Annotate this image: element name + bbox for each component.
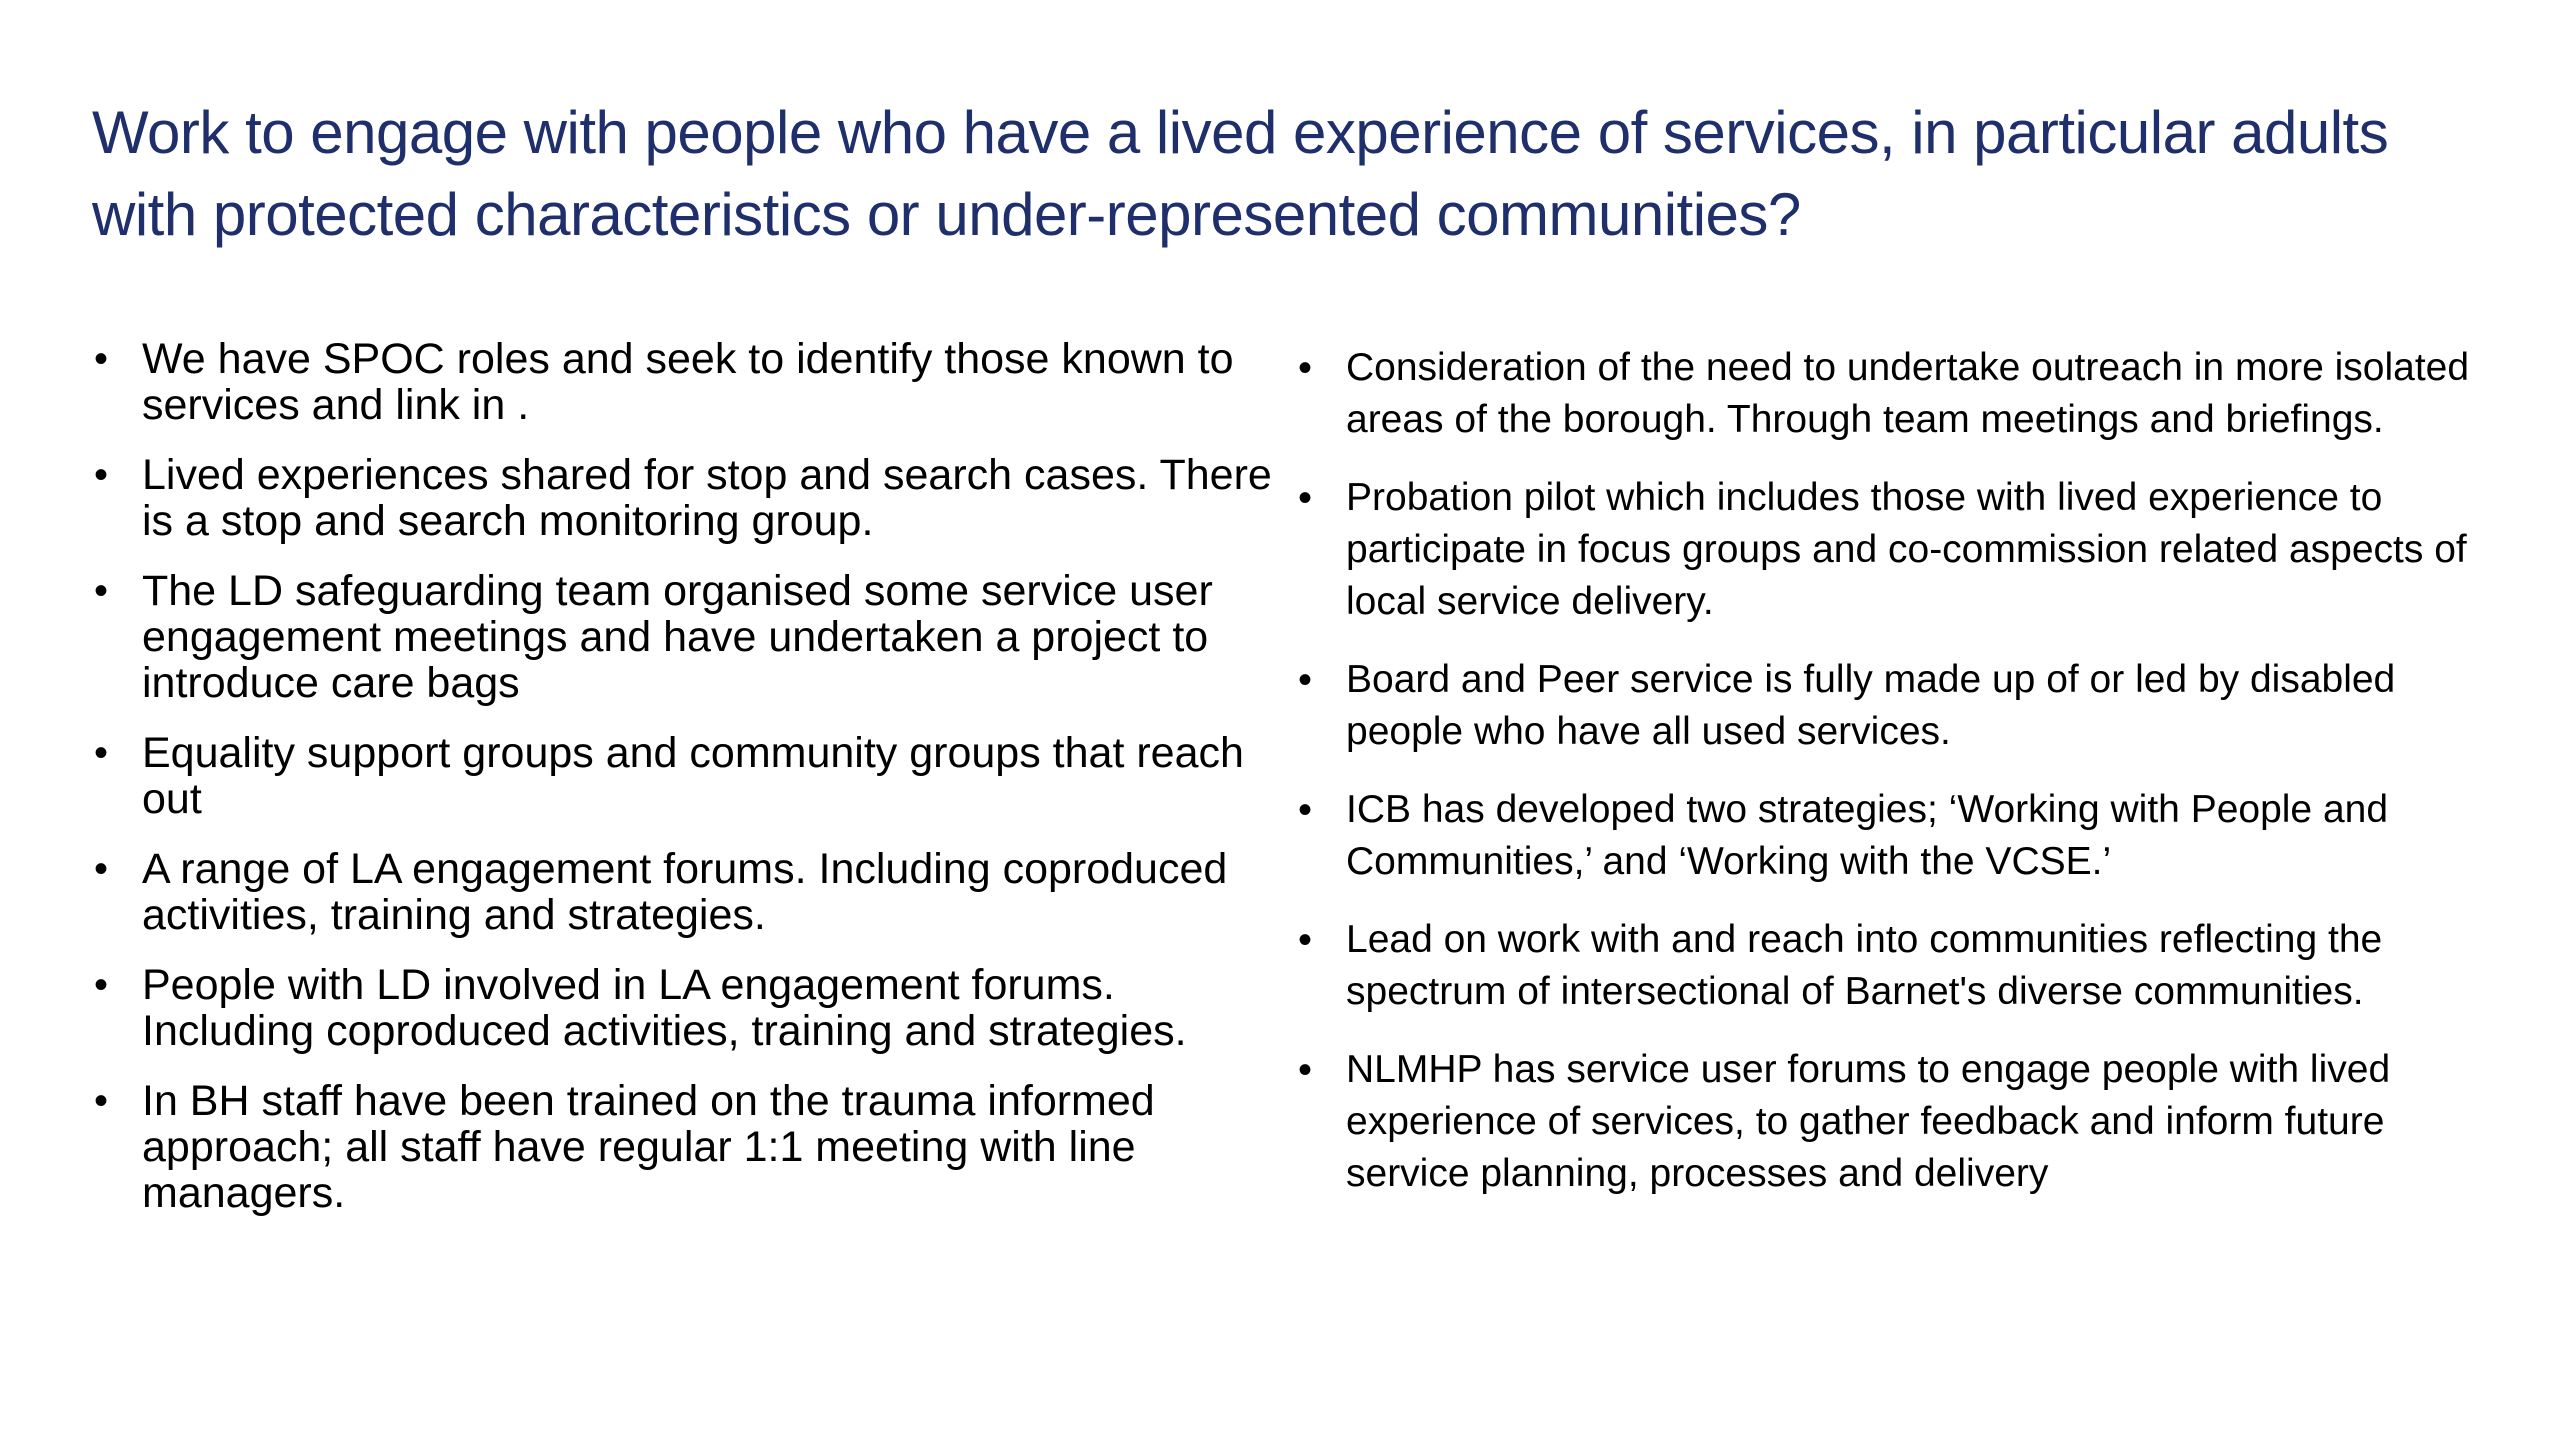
right-bullet-list bbox=[1296, 342, 2476, 1226]
left-bullet-text: • People with LD involved in LA engagement forums. Including coproduced activities, training and strategies. bbox=[142, 961, 1187, 1055]
left-bullet-text: • A range of LA engagement forums. Including coproduced activities, training and strategies. bbox=[142, 845, 1228, 939]
right-bullet-text: • NLMHP has service user forums to engage people with lived experience of services, to gather feedback and inform future service planning, processes and delivery bbox=[1346, 1048, 2391, 1195]
right-bullet-item bbox=[1296, 914, 2476, 1018]
right-bullet-text: • Consideration of the need to undertake outreach in more isolated areas of the borough. Through team meetings and briefings. bbox=[1346, 346, 2470, 441]
right-bullet-item bbox=[1296, 342, 2476, 446]
left-bullet-item bbox=[92, 452, 1272, 544]
right-bullet-item bbox=[1296, 654, 2476, 758]
right-bullet-item bbox=[1296, 1044, 2476, 1200]
left-bullet-text: • Lived experiences shared for stop and search cases. There is a stop and search monitoring group. bbox=[142, 451, 1272, 545]
left-bullet-item bbox=[92, 730, 1272, 822]
right-bullet-text: • Probation pilot which includes those with lived experience to participate in focus groups and co-commission related aspects of local service delivery. bbox=[1346, 476, 2467, 623]
right-bullet-item bbox=[1296, 784, 2476, 888]
left-bullet-item bbox=[92, 1078, 1272, 1216]
left-bullet-item bbox=[92, 568, 1272, 706]
left-bullet-text: • Equality support groups and community groups that reach out bbox=[142, 729, 1244, 823]
right-bullet-text: • Lead on work with and reach into communities reflecting the spectrum of intersectional of Barnet's diverse communities. bbox=[1346, 918, 2383, 1013]
right-bullet-item bbox=[1296, 472, 2476, 628]
right-bullet-text: • ICB has developed two strategies; ‘Working with People and Communities,’ and ‘Working with the VCSE.’ bbox=[1346, 788, 2389, 883]
left-bullet-list bbox=[92, 336, 1272, 1240]
right-bullet-text: • Board and Peer service is fully made up of or led by disabled people who have all used services. bbox=[1346, 658, 2396, 753]
left-bullet-item bbox=[92, 846, 1272, 938]
left-bullet-item bbox=[92, 962, 1272, 1054]
left-bullet-text: • The LD safeguarding team organised some service user engagement meetings and have undertaken a project to introduce care bags bbox=[142, 567, 1213, 707]
left-bullet-text: • We have SPOC roles and seek to identify those known to services and link in . bbox=[142, 335, 1234, 429]
slide-title: Work to engage with people who have a lived experience of services, in particular adults with protected characteristics or under-represented communities? bbox=[92, 99, 2389, 248]
left-bullet-text: • In BH staff have been trained on the trauma informed approach; all staff have regular 1:1 meeting with line managers. bbox=[142, 1077, 1155, 1217]
left-bullet-item bbox=[92, 336, 1272, 428]
